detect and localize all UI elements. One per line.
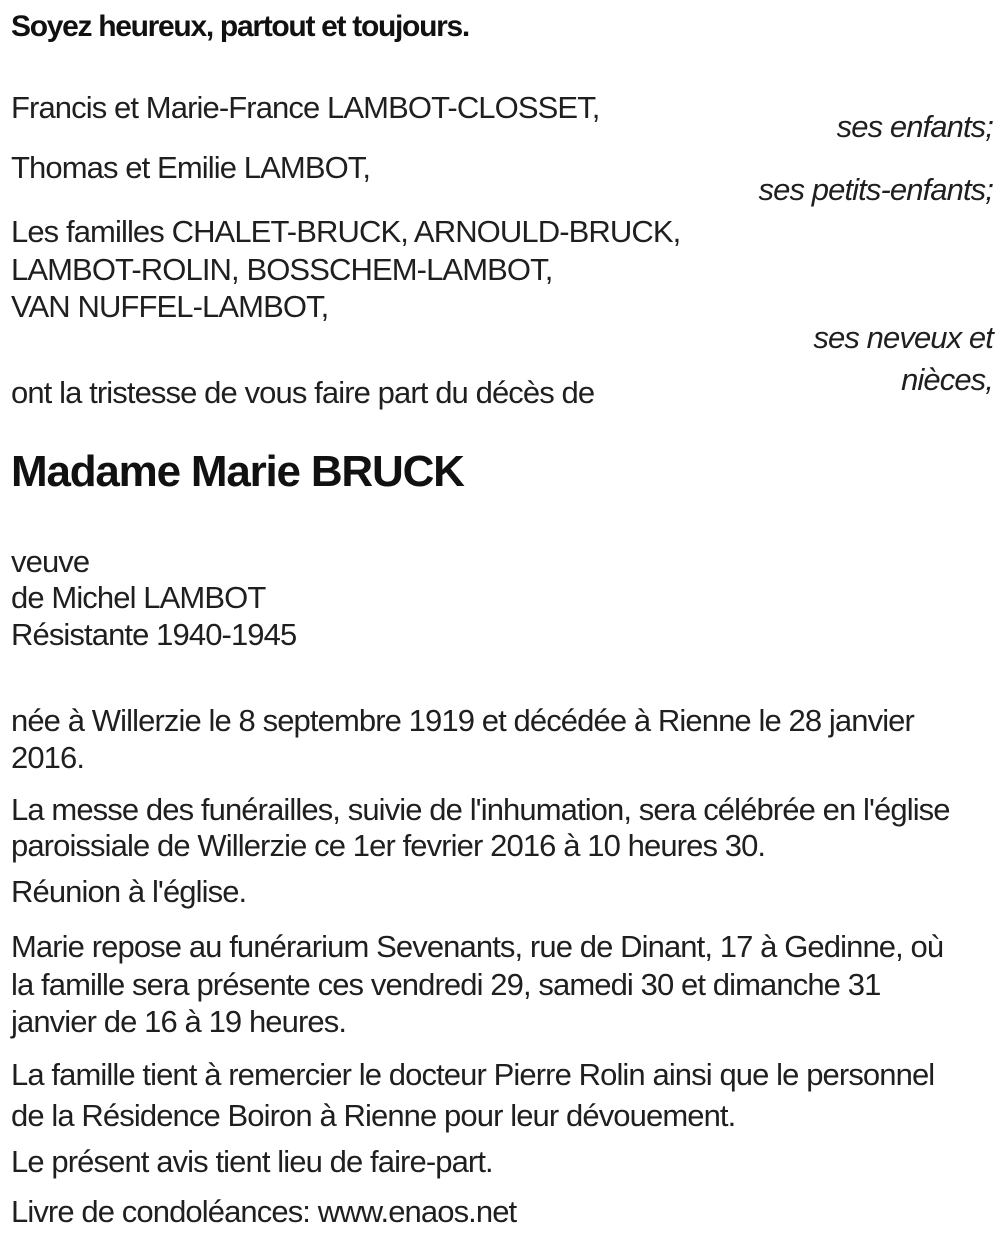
family-names-line: Thomas et Emilie LAMBOT,	[11, 150, 371, 185]
relation-line: nièces,	[901, 362, 993, 397]
body-line: 2016.	[11, 740, 85, 775]
family-names-line: LAMBOT-ROLIN, BOSSCHEM-LAMBOT,	[11, 252, 553, 287]
family-names-line: Francis et Marie-France LAMBOT-CLOSSET,	[11, 90, 600, 125]
deceased-title-line: veuve	[11, 544, 90, 579]
relation-line: ses enfants;	[836, 109, 993, 144]
body-line: Marie repose au funérarium Sevenants, rue de Dinant, 17 à Gedinne, où	[11, 929, 944, 964]
body-line: Réunion à l'église.	[11, 874, 247, 909]
deceased-title-line: de Michel LAMBOT	[11, 580, 266, 615]
body-line: paroissiale de Willerzie ce 1er fevrier 2016 à 10 heures 30.	[11, 828, 766, 863]
body-line: Le présent avis tient lieu de faire-part.	[11, 1144, 493, 1179]
deceased-title-line: Résistante 1940-1945	[11, 617, 297, 652]
body-line: de la Résidence Boiron à Rienne pour leur dévouement.	[11, 1098, 736, 1133]
body-line: janvier de 16 à 19 heures.	[11, 1004, 347, 1039]
body-line: La famille tient à remercier le docteur Pierre Rolin ainsi que le personnel	[11, 1057, 935, 1092]
body-line: la famille sera présente ces vendredi 29, samedi 30 et dimanche 31	[11, 967, 881, 1002]
family-names-line: VAN NUFFEL-LAMBOT,	[11, 289, 329, 324]
deceased-name: Madame Marie BRUCK	[11, 447, 464, 496]
condolence-line: Livre de condoléances: www.enaos.net	[11, 1194, 517, 1229]
family-names-line: Les familles CHALET-BRUCK, ARNOULD-BRUCK,	[11, 214, 681, 249]
body-line: née à Willerzie le 8 septembre 1919 et décédée à Rienne le 28 janvier	[11, 703, 914, 738]
relation-line: ses neveux et	[813, 320, 993, 355]
motto-line: Soyez heureux, partout et toujours.	[11, 10, 469, 43]
relation-line: ses petits-enfants;	[758, 172, 993, 207]
body-line: La messe des funérailles, suivie de l'inhumation, sera célébrée en l'église	[11, 792, 950, 827]
announcement-line: ont la tristesse de vous faire part du décès de	[11, 375, 595, 410]
